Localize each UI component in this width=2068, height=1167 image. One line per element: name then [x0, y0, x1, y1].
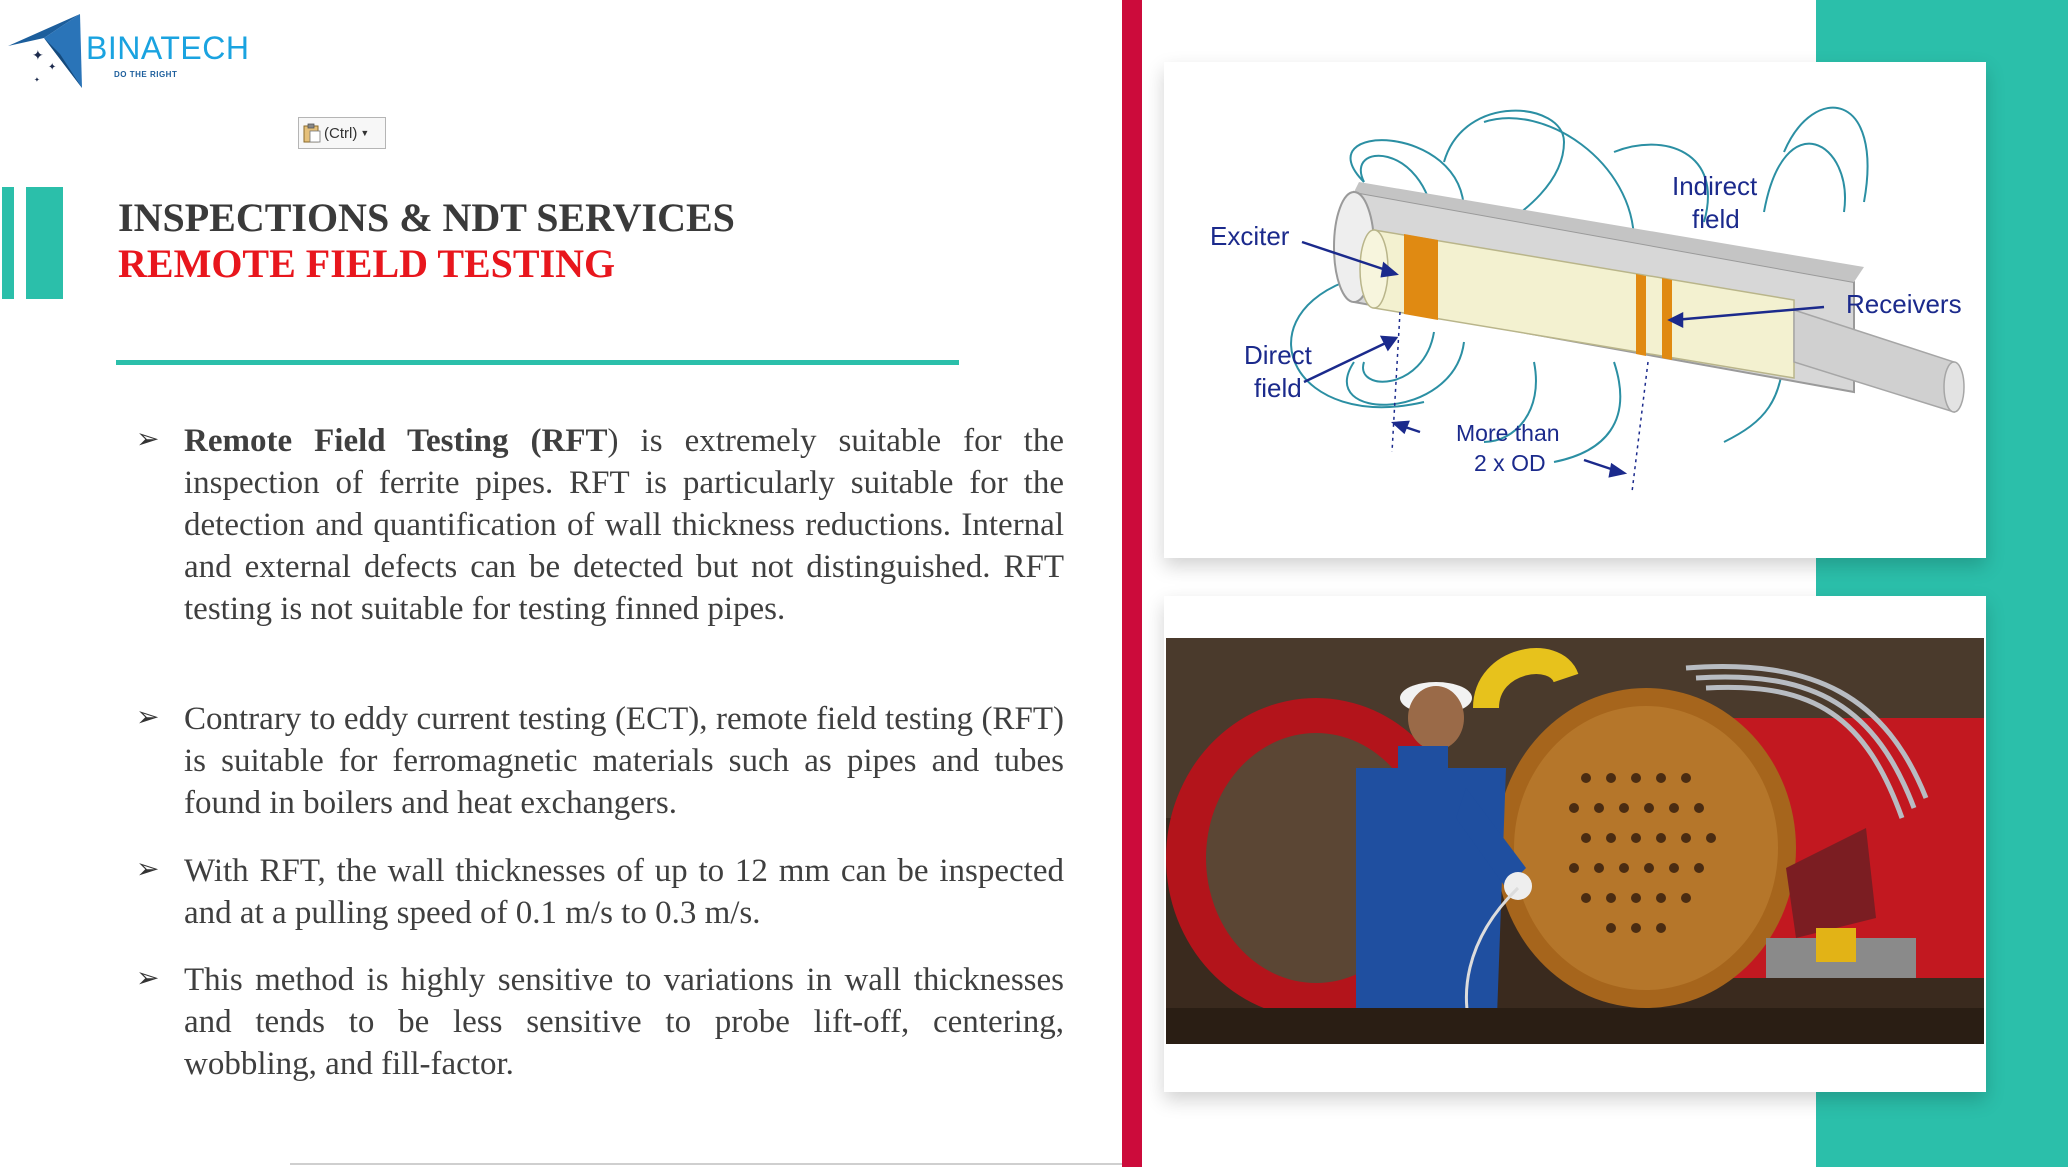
- bullet-item: [136, 698, 1066, 824]
- photo-card: [1164, 596, 1986, 1092]
- label-distance-1: More than: [1456, 420, 1560, 446]
- bullet-lead: Remote Field Testing (RFT: [184, 423, 608, 459]
- label-distance-2: 2 x OD: [1474, 450, 1546, 476]
- label-direct-field-1: Direct: [1244, 340, 1312, 370]
- arrow-bullet-icon: ➢: [136, 700, 160, 733]
- paste-options-label: (Ctrl): [324, 124, 358, 142]
- technician-photo: [1166, 638, 1984, 1044]
- chevron-down-icon: ▼: [360, 128, 370, 138]
- logo-name: BINATECH: [86, 30, 250, 66]
- arrow-bullet-icon: ➢: [136, 422, 160, 455]
- bullet-body: ) is extremely suitable for the inspection of ferrite pipes. RFT is particularly suitable for the detection and quantification of wall thickness reductions. Internal and external defects can be detected but not distinguished. RFT testing is not suitable for testing finned pipes.: [184, 423, 1064, 627]
- bullet-text: Contrary to eddy current testing (ECT), remote field testing (RFT) is suitable for ferromagnetic materials such as pipes and tubes found in boilers and heat exchangers.: [184, 701, 1064, 821]
- label-indirect-field-2: field: [1692, 204, 1740, 234]
- page-title: INSPECTIONS & NDT SERVICES: [118, 195, 735, 240]
- logo: [4, 10, 264, 90]
- title-underline: [116, 360, 959, 365]
- bullet-text: This method is highly sensitive to variations in wall thicknesses and tends to be less sensitive to probe lift-off, centering, wobbling, and fill-factor.: [184, 962, 1064, 1082]
- bullet-text: With RFT, the wall thicknesses of up to 12 mm can be inspected and at a pulling speed of 0.1 m/s to 0.3 m/s.: [184, 853, 1064, 931]
- svg-text:✦: ✦: [32, 48, 44, 64]
- label-exciter: Exciter: [1210, 221, 1290, 251]
- label-direct-field-2: field: [1254, 373, 1302, 403]
- diagram-card: [1164, 62, 1986, 558]
- accent-bar-left-1: [2, 187, 14, 299]
- page-subtitle: REMOTE FIELD TESTING: [118, 241, 616, 286]
- svg-text:✦: ✦: [48, 62, 57, 73]
- bottom-line: [290, 1163, 1128, 1165]
- vertical-divider: [1122, 0, 1142, 1167]
- label-indirect-field-1: Indirect: [1672, 171, 1758, 201]
- logo-tagline: DO THE RIGHT: [114, 70, 178, 79]
- label-receivers: Receivers: [1846, 289, 1962, 319]
- bullet-item: [136, 420, 1066, 630]
- logo-plane-icon: [4, 10, 86, 90]
- arrow-bullet-icon: ➢: [136, 961, 160, 994]
- paste-options-button[interactable]: [298, 117, 386, 149]
- bullet-text: [184, 420, 1064, 630]
- accent-bar-left-2: [26, 187, 63, 299]
- svg-text:✦: ✦: [34, 76, 40, 84]
- bullet-item: [136, 850, 1066, 934]
- clipboard-icon: [303, 123, 321, 143]
- arrow-bullet-icon: ➢: [136, 852, 160, 885]
- bullet-item: [136, 959, 1066, 1085]
- rft-diagram: [1164, 62, 1986, 558]
